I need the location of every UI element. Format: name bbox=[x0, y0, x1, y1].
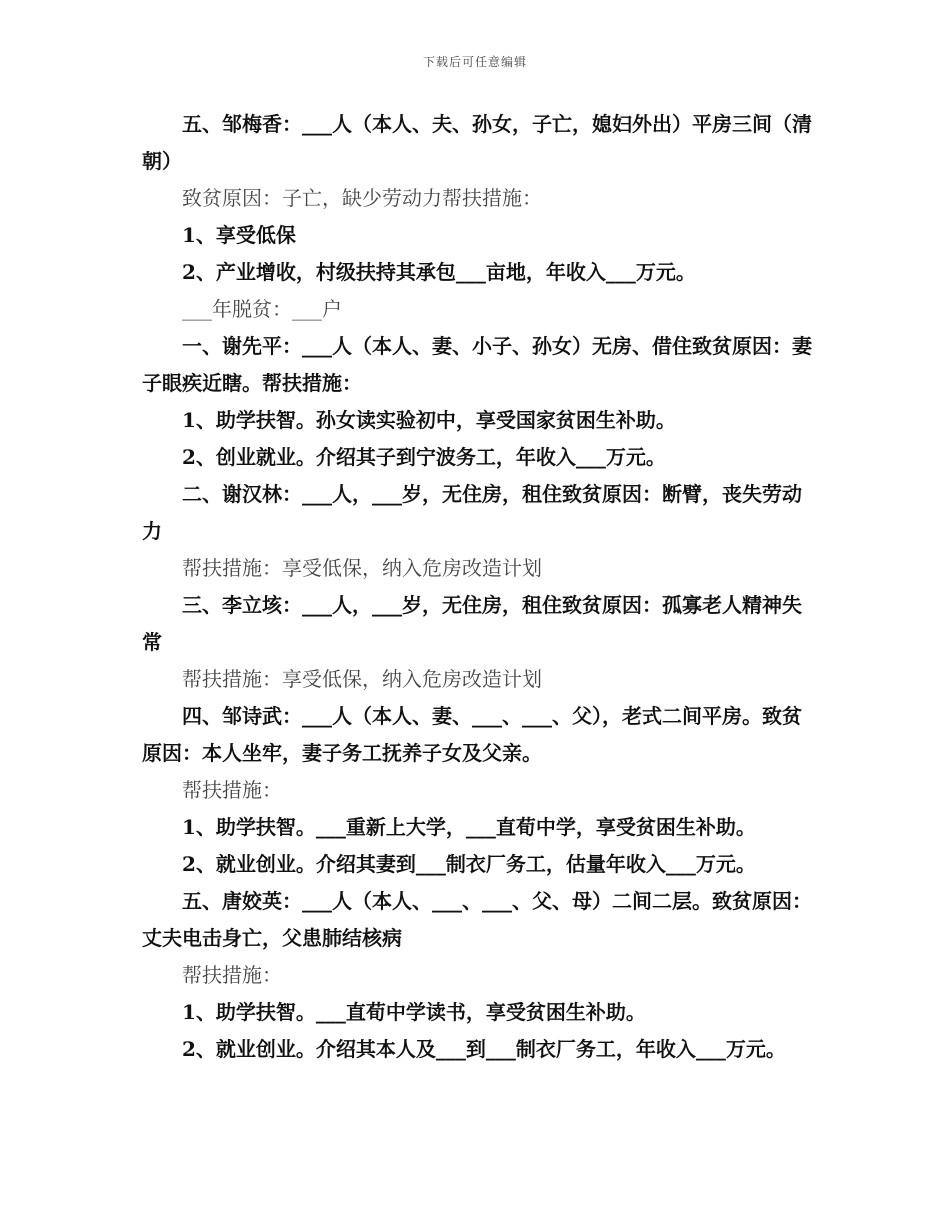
paragraph: 四、邹诗武：___人（本人、妻、___、___、父），老式二间平房。致贫原因：本人坐牢，妻子务工抚养子女及父亲。 bbox=[142, 704, 802, 765]
paragraph: 2、创业就业。介绍其子到宁波务工，年收入___万元。 bbox=[182, 445, 666, 469]
page-header: 下载后可任意编辑 bbox=[422, 55, 527, 69]
paragraph: 1、助学扶智。___重新上大学，___直荀中学，享受贫困生补助。 bbox=[182, 815, 756, 839]
paragraph: 致贫原因：子亡，缺少劳动力帮扶措施： bbox=[182, 186, 542, 210]
paragraph: 1、助学扶智。___直荀中学读书，享受贫困生补助。 bbox=[182, 1000, 646, 1024]
paragraph: 五、邹梅香：___人（本人、夫、孙女，子亡，媳妇外出）平房三间（清朝） bbox=[142, 112, 812, 173]
paragraph: 二、谢汉林：___人，___岁，无住房，租住致贫原因：断臂，丧失劳动力 bbox=[142, 482, 802, 543]
paragraph: 三、李立垓：___人，___岁，无住房，租住致贫原因：孤寡老人精神失常 bbox=[142, 593, 802, 654]
paragraph: 帮扶措施： bbox=[182, 963, 282, 987]
paragraph: 一、谢先平：___人（本人、妻、小子、孙女）无房、借住致贫原因：妻子眼疾近瞎。帮扶措施： bbox=[142, 334, 812, 395]
paragraph: ___年脱贫：___户 bbox=[182, 297, 342, 321]
paragraph: 帮扶措施：享受低保，纳入危房改造计划 bbox=[182, 667, 542, 691]
paragraph: 帮扶措施： bbox=[182, 778, 282, 802]
paragraph: 2、就业创业。介绍其妻到___制衣厂务工，估量年收入___万元。 bbox=[182, 852, 756, 876]
paragraph: 1、享受低保 bbox=[182, 223, 296, 247]
paragraph: 2、就业创业。介绍其本人及___到___制衣厂务工，年收入___万元。 bbox=[182, 1037, 786, 1061]
paragraph: 五、唐姣英：___人（本人、___、___、父、母）二间二层。致贫原因：丈夫电击身亡，父患肺结核病 bbox=[142, 889, 812, 950]
paragraph: 2、产业增收，村级扶持其承包___亩地，年收入___万元。 bbox=[182, 260, 696, 284]
paragraph: 帮扶措施：享受低保，纳入危房改造计划 bbox=[182, 556, 542, 580]
document-body bbox=[142, 106, 814, 1068]
paragraph: 1、助学扶智。孙女读实验初中，享受国家贫困生补助。 bbox=[182, 408, 676, 432]
